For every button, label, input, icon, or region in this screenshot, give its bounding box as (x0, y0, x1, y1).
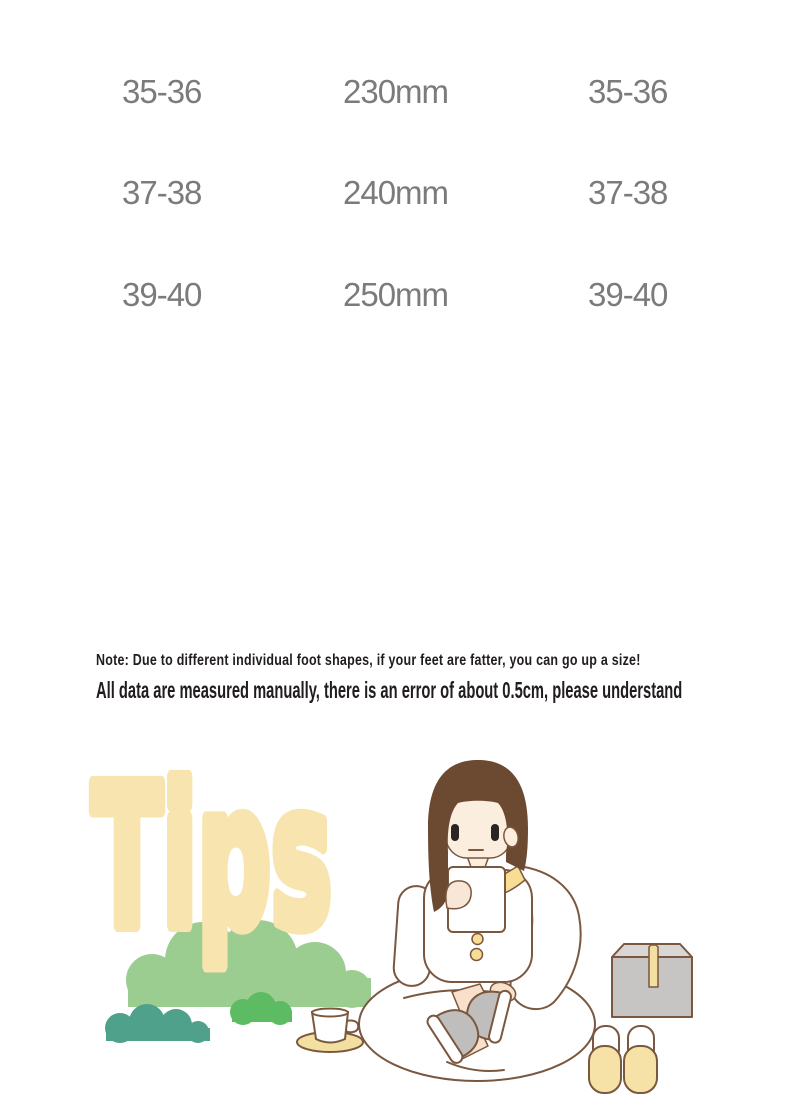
tips-wordmark: Tips (92, 744, 332, 971)
size-cell-eu-right: 37-38 (588, 174, 668, 211)
sizing-note: Note: Due to different individual foot shapes, if your feet are fatter, you can go up a size! (96, 652, 641, 669)
girl-button (472, 934, 483, 945)
shoebox-icon (612, 944, 692, 1017)
size-cell-length: 230mm (343, 73, 449, 110)
size-cell-length: 240mm (343, 174, 449, 211)
size-cell-length: 250mm (343, 276, 449, 313)
size-cell-eu: 35-36 (122, 73, 202, 110)
teacup-icon (297, 1009, 363, 1053)
bush-teal (105, 1004, 210, 1043)
size-table-row (0, 70, 790, 114)
measurement-disclaimer: All data are measured manually, there is an error of about 0.5cm, please understand (96, 677, 683, 703)
size-cell-eu-right: 35-36 (588, 73, 668, 110)
slippers-icon (589, 1026, 657, 1093)
size-table (0, 0, 790, 360)
size-table-row (0, 273, 790, 317)
size-cell-eu: 39-40 (122, 276, 202, 313)
girl-eye-right (491, 824, 499, 841)
size-table-row (0, 171, 790, 215)
girl-illustration (359, 760, 595, 1081)
size-cell-eu-right: 39-40 (588, 276, 668, 313)
tips-illustration (0, 740, 790, 1104)
girl-button (471, 949, 483, 961)
size-cell-eu: 37-38 (122, 174, 202, 211)
girl-thumb (446, 881, 471, 909)
girl-eye-left (451, 824, 459, 841)
